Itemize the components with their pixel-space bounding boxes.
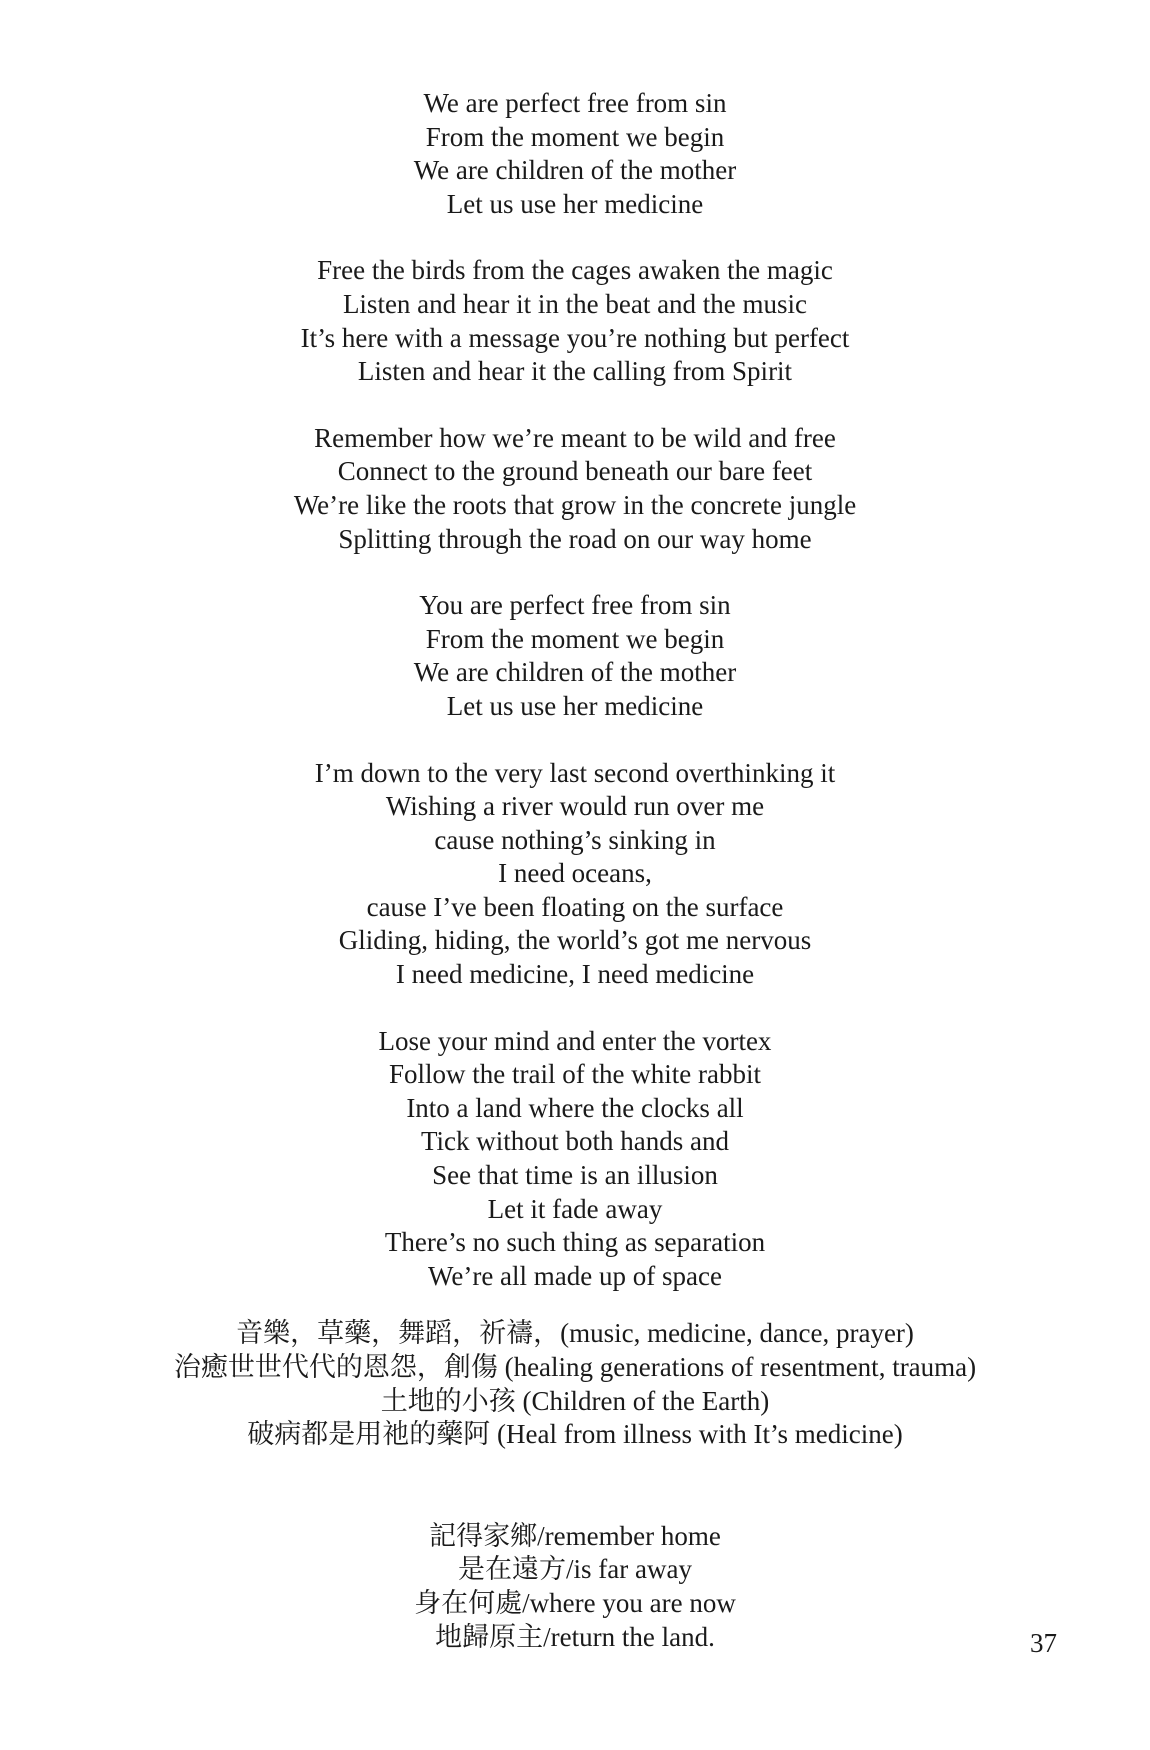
poem-line: 音樂，草藥，舞蹈，祈禱，(music, medicine, dance, prayer) — [236, 1318, 914, 1349]
poem-line: You are perfect free from sin — [419, 590, 731, 621]
poem-line: Wishing a river would run over me — [385, 791, 765, 822]
poem-line: 破病都是用祂的藥阿 (Heal from illness with It’s medicine) — [247, 1419, 903, 1450]
stanza-4 — [0, 589, 1150, 723]
stanza-3 — [0, 422, 1150, 556]
poem-line: Let it fade away — [487, 1193, 663, 1224]
stanza-7-bilingual — [0, 1317, 1150, 1451]
poem-line: Remember how we’re meant to be wild and free — [314, 422, 836, 453]
page-number: 37 — [1030, 1628, 1057, 1658]
poem-line: 身在何處/where you are now — [414, 1587, 736, 1618]
poem-body — [0, 87, 1150, 1654]
poem-line: I need oceans, — [498, 858, 652, 889]
poem-line: Listen and hear it the calling from Spirit — [357, 356, 793, 387]
poem-line: Let us use her medicine — [446, 188, 704, 219]
poem-line: We are children of the mother — [413, 155, 737, 186]
poem-line: See that time is an illusion — [432, 1160, 718, 1191]
poem-line: There’s no such thing as separation — [384, 1227, 766, 1258]
poem-line: 是在遠方/is far away — [458, 1554, 692, 1585]
poem-line: From the moment we begin — [425, 121, 725, 152]
poem-line: 記得家鄉/remember home — [429, 1520, 721, 1551]
stanza-2 — [0, 254, 1150, 388]
poem-line: Lose your mind and enter the vortex — [378, 1025, 772, 1056]
poem-line: I need medicine, I need medicine — [395, 959, 755, 990]
stanza-6 — [0, 1025, 1150, 1294]
poem-line: We’re like the roots that grow in the concrete jungle — [293, 489, 857, 520]
poem-line: We’re all made up of space — [428, 1260, 722, 1291]
poem-line: 土地的小孩 (Children of the Earth) — [380, 1385, 770, 1416]
poem-line: Follow the trail of the white rabbit — [389, 1059, 761, 1090]
poem-line: We are perfect free from sin — [423, 88, 727, 118]
poem-line: 治癒世世代代的恩怨，創傷 (healing generations of resentment, trauma) — [173, 1352, 977, 1382]
poem-line: Splitting through the road on our way home — [338, 523, 812, 554]
poem-line: Tick without both hands and — [420, 1126, 729, 1157]
poem-line: cause nothing’s sinking in — [434, 824, 716, 855]
poem-line: Connect to the ground beneath our bare feet — [337, 456, 813, 487]
poem-line: Listen and hear it in the beat and the music — [342, 288, 808, 319]
stanza-5 — [0, 757, 1150, 992]
poem-line: I’m down to the very last second overthinking it — [314, 757, 836, 788]
poem-line: 地歸原主/return the land. — [435, 1621, 715, 1652]
poem-line: Free the birds from the cages awaken the magic — [317, 255, 833, 286]
poem-line: We are children of the mother — [413, 657, 737, 688]
poem-line: cause I’ve been floating on the surface — [366, 891, 784, 922]
poem-line: Gliding, hiding, the world’s got me nervous — [338, 925, 812, 956]
poem-line: Into a land where the clocks all — [406, 1092, 744, 1123]
poem-line: From the moment we begin — [425, 623, 725, 654]
stanza-1 — [0, 87, 1150, 221]
stanza-8-bilingual — [0, 1520, 1150, 1654]
poem-line: It’s here with a message you’re nothing but perfect — [300, 322, 850, 353]
poem-line: Let us use her medicine — [446, 690, 704, 721]
